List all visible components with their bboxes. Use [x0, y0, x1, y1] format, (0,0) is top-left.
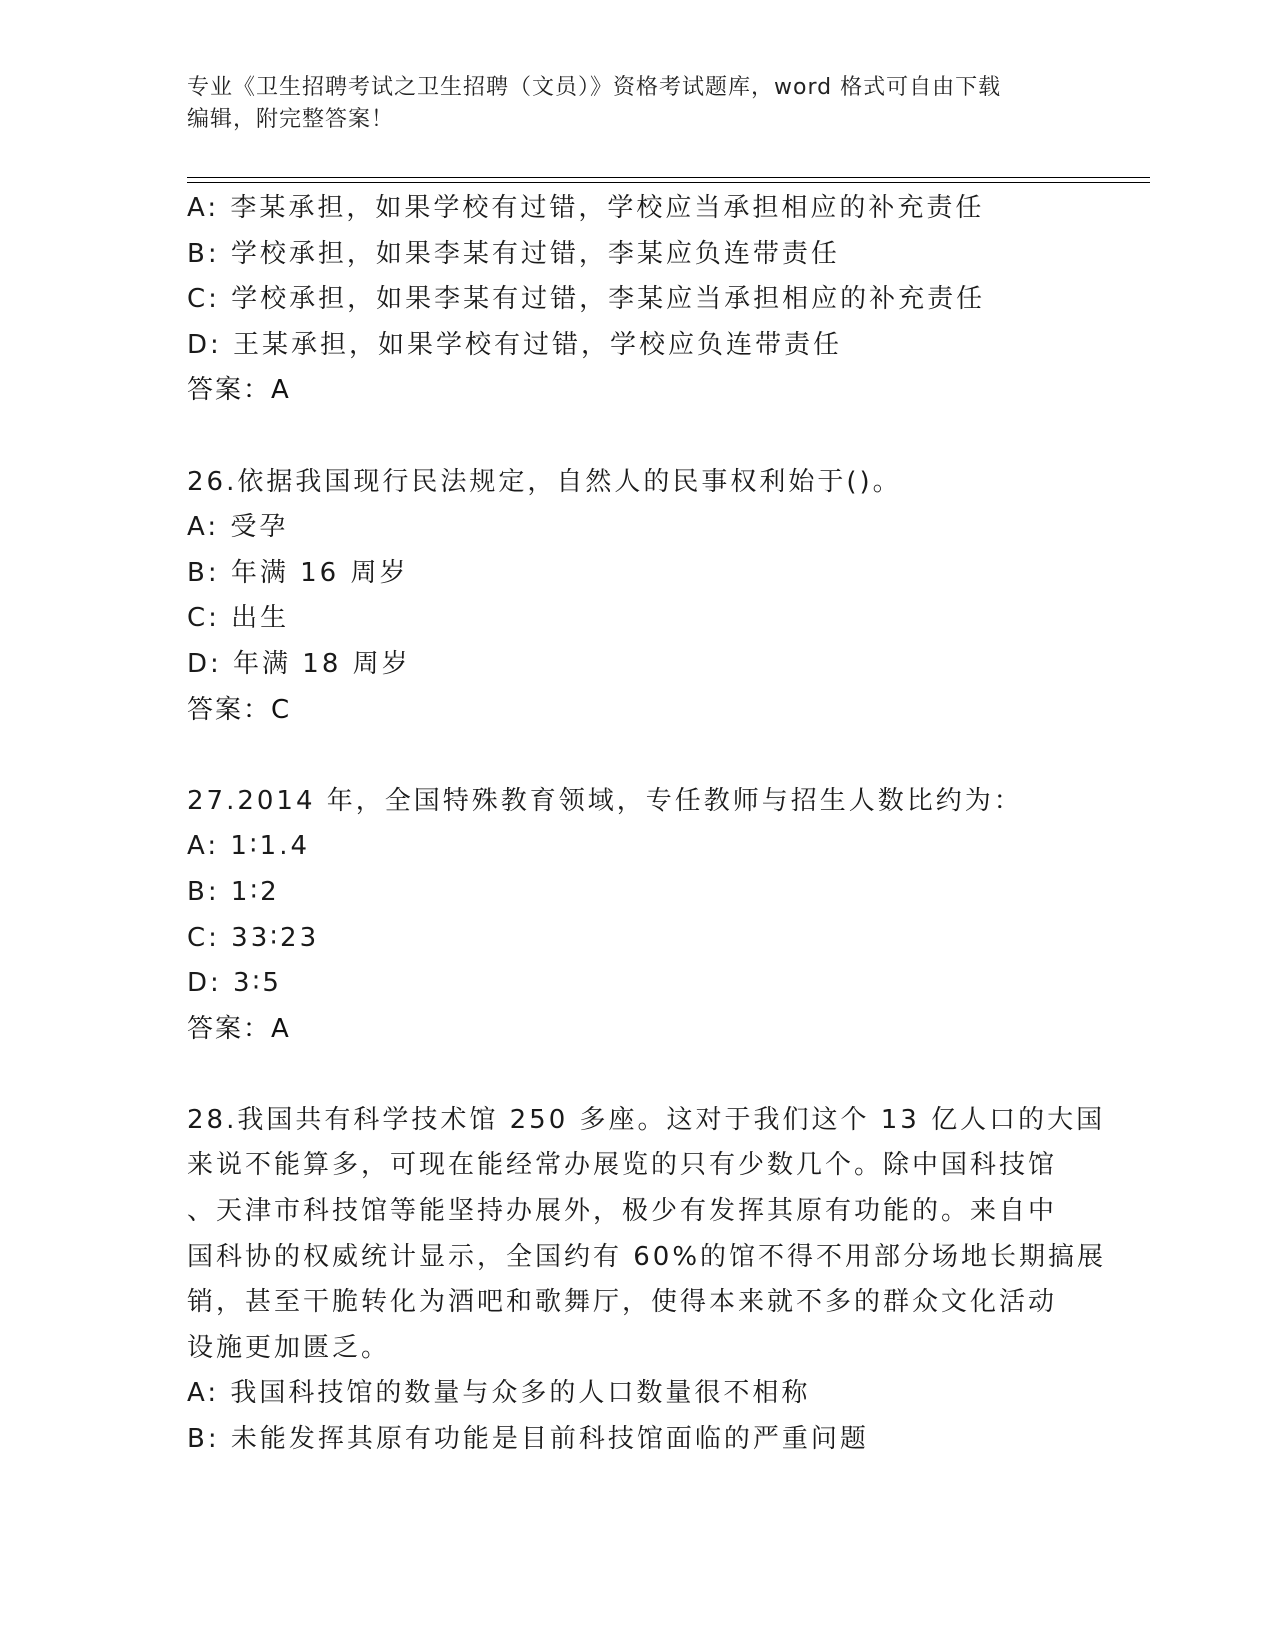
- question-stem-line: 销，甚至干脆转化为酒吧和歌舞厅，使得本来就不多的群众文化活动: [187, 1287, 1058, 1318]
- option-b: B: 未能发挥其原有功能是目前科技馆面临的严重问题: [187, 1424, 869, 1455]
- option-a: A: 李某承担，如果学校有过错，学校应当承担相应的补充责任: [187, 193, 985, 223]
- option-c: C: 学校承担，如果李某有过错，李某应当承担相应的补充责任: [187, 284, 986, 315]
- header-rule-bottom: [187, 182, 1150, 183]
- header-rule-top: [187, 177, 1150, 178]
- document-header: [187, 72, 1087, 136]
- answer-label: 答案：C: [187, 694, 292, 725]
- question-stem-line: 设施更加匮乏。: [187, 1332, 391, 1363]
- answer-label: 答案：A: [187, 375, 291, 406]
- option-b: B: 学校承担，如果李某有过错，李某应负连带责任: [187, 238, 840, 269]
- option-d: D: 王某承担，如果学校有过错，学校应负连带责任: [187, 329, 843, 360]
- question-stem-line: 国科协的权威统计显示，全国约有 60%的馆不得不用部分场地长期搞展: [187, 1241, 1107, 1272]
- answer-label: 答案：A: [187, 1013, 291, 1044]
- question-26: [187, 460, 1087, 734]
- option-b: B: 年满 16 周岁: [187, 557, 409, 588]
- spacer: [187, 1052, 1087, 1098]
- question-stem-line: 28.我国共有科学技术馆 250 多座。这对于我们这个 13 亿人口的大国: [187, 1104, 1106, 1135]
- option-a: A: 受孕: [187, 512, 289, 543]
- question-stem: 26.依据我国现行民法规定，自然人的民事权利始于()。: [187, 466, 902, 497]
- question-stem-line: 、天津市科技馆等能坚持办展外，极少有发挥其原有功能的。来自中: [187, 1196, 1058, 1227]
- option-a: A: 我国科技馆的数量与众多的人口数量很不相称: [187, 1378, 811, 1409]
- question-28: [187, 1098, 1107, 1463]
- question-25: [187, 186, 1087, 414]
- header-title-line-2: 编辑，附完整答案！: [187, 107, 395, 132]
- header-title-line-1: 专业《卫生招聘考试之卫生招聘（文员）》资格考试题库，word 格式可自由下载: [187, 75, 1002, 100]
- spacer: [187, 733, 1087, 779]
- option-c: C: 33∶23: [187, 922, 320, 953]
- option-a: A: 1∶1.4: [187, 831, 311, 862]
- question-27: [187, 779, 1087, 1053]
- option-c: C: 出生: [187, 603, 290, 634]
- spacer: [187, 414, 1087, 460]
- option-b: B: 1∶2: [187, 876, 280, 907]
- question-stem: 27.2014 年，全国特殊教育领域，专任教师与招生人数比约为：: [187, 785, 1023, 816]
- option-d: D: 3∶5: [187, 968, 282, 999]
- option-d: D: 年满 18 周岁: [187, 648, 411, 679]
- question-list: [187, 186, 1107, 1463]
- question-stem-line: 来说不能算多，可现在能经常办展览的只有少数几个。除中国科技馆: [187, 1150, 1058, 1181]
